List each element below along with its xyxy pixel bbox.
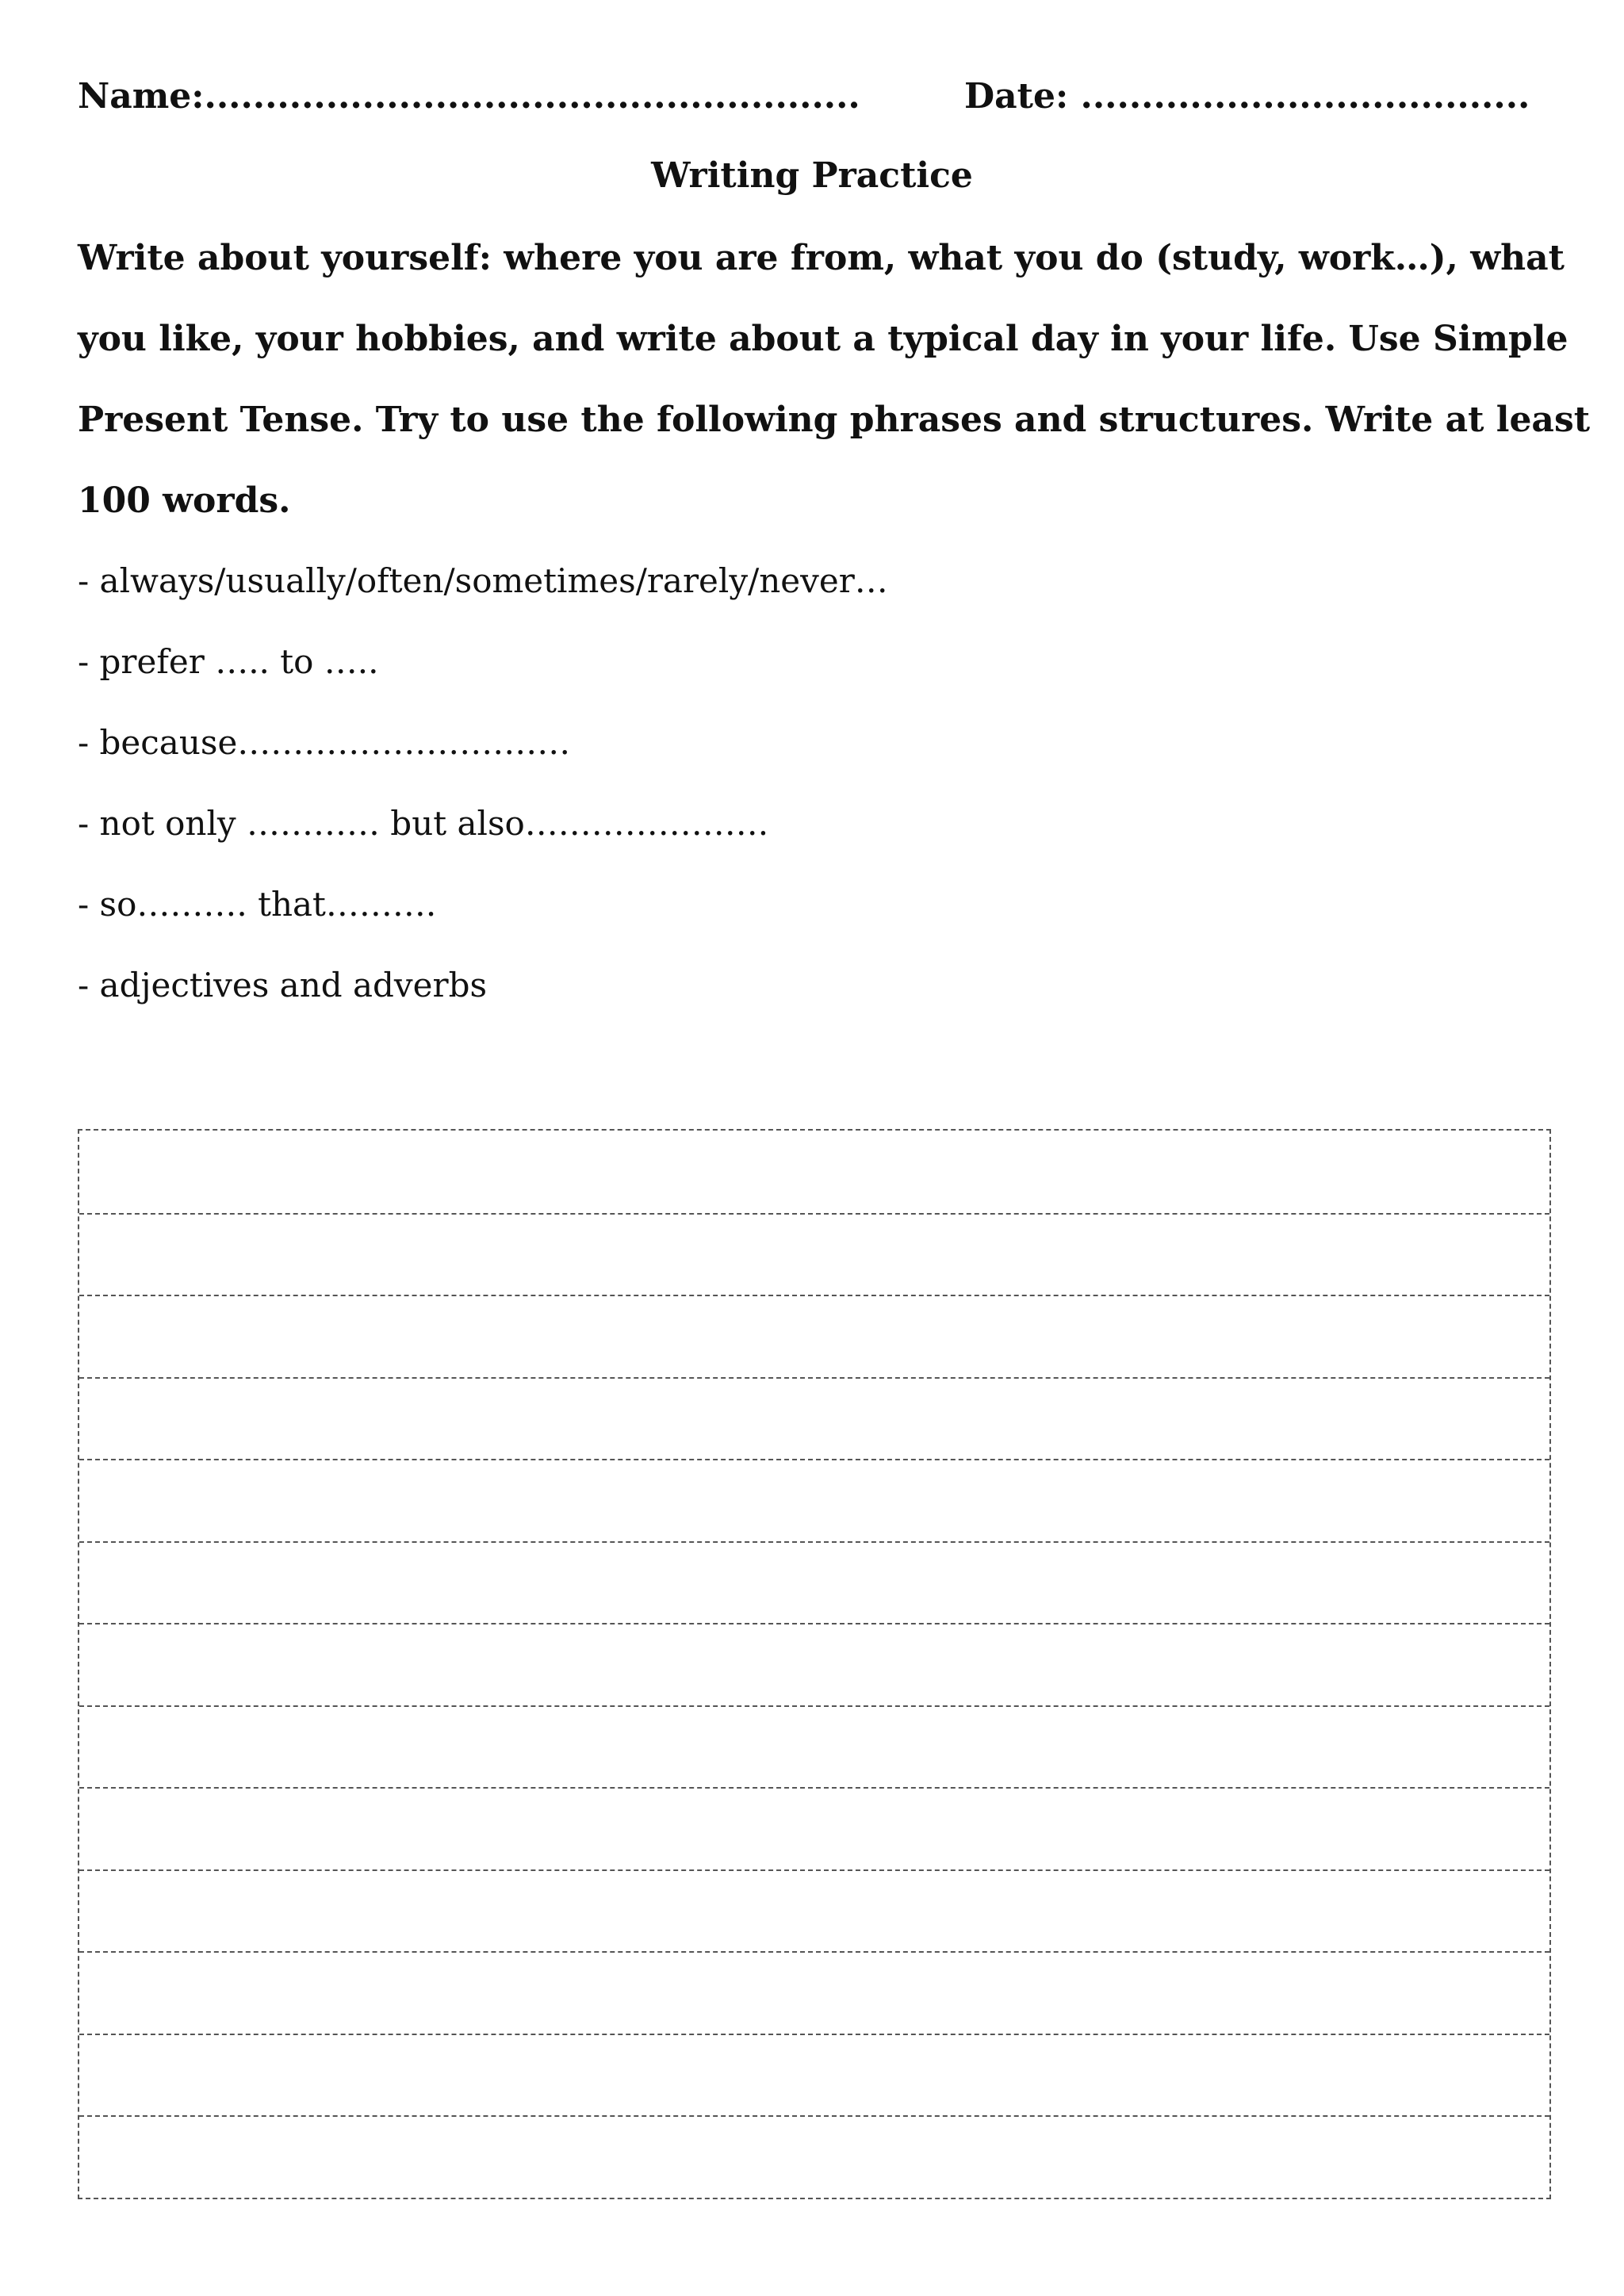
answer-ruled-line: [79, 1541, 1549, 1543]
answer-ruled-line: [79, 1377, 1549, 1379]
answer-ruled-line: [79, 1459, 1549, 1460]
answer-ruled-line: [79, 1705, 1549, 1707]
page-title: Writing Practice: [651, 155, 973, 196]
date-field[interactable]: Date: .....................................: [964, 76, 1530, 117]
instruction-line: Write about yourself: where you are from, what you do (study, work…), what: [78, 238, 1565, 278]
phrase-item-adjectives: - adjectives and adverbs: [78, 966, 488, 1004]
name-field[interactable]: Name:......................................................: [78, 76, 860, 117]
answer-writing-box[interactable]: [78, 1129, 1551, 2199]
answer-ruled-line: [79, 1295, 1549, 1296]
instruction-line: 100 words.: [78, 480, 291, 521]
answer-ruled-line: [79, 1787, 1549, 1789]
phrase-item-because: - because…………………………: [78, 723, 571, 762]
answer-ruled-line: [79, 1213, 1549, 1215]
phrase-item-so-that: - so………. that……….: [78, 885, 437, 924]
answer-ruled-line: [79, 1951, 1549, 1953]
answer-ruled-line: [79, 1869, 1549, 1871]
answer-ruled-line: [79, 2034, 1549, 2035]
answer-ruled-line: [79, 2115, 1549, 2117]
phrase-item-frequency-adverbs: - always/usually/often/sometimes/rarely/never…: [78, 561, 888, 600]
instruction-line: you like, your hobbies, and write about a typical day in your life. Use Simple: [78, 319, 1568, 359]
instruction-line: Present Tense. Try to use the following phrases and structures. Write at least: [78, 400, 1591, 440]
answer-ruled-line: [79, 1623, 1549, 1624]
phrase-item-not-only: - not only ………… but also………………….: [78, 804, 769, 843]
phrase-item-prefer: - prefer ….. to …..: [78, 642, 379, 681]
